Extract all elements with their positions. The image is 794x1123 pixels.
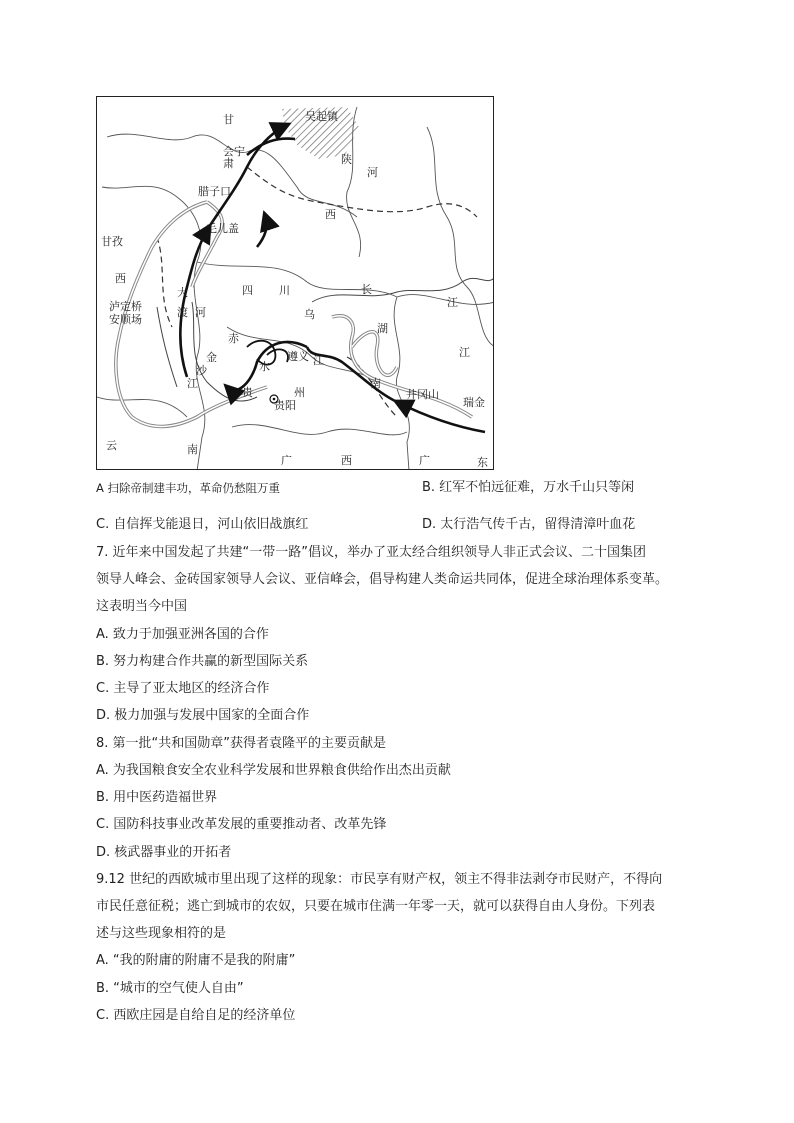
q7-stem-line-1: 7. 近年来中国发起了共建“一带一路”倡议，举办了亚太经合组织领导人非正式会议、二十国集团 [96,545,647,560]
q6-option-b: B. 红军不怕远征难，万水千山只等闲 [422,480,635,495]
map-label: 肃 [223,157,234,170]
bold-routes [180,125,485,432]
map-label: 赤 [228,332,239,345]
map-label: 湖 [377,322,388,335]
map-label: 东 [477,456,488,469]
map-label: 陕 [341,153,352,166]
map-label: 贵 [242,386,253,399]
map-label: 水 [259,360,270,373]
map-label: 会宁 [223,145,245,158]
map-label: 乌 [304,308,315,321]
q7-option-a: A. 致力于加强亚洲各国的合作 [96,627,269,642]
map-label: 甘孜 [101,235,123,248]
q7-option-c: C. 主导了亚太地区的经济合作 [96,681,270,696]
q6-option-c: C. 自信挥戈能退日，河山依旧战旗红 [96,517,309,532]
q7-stem-line-3: 这表明当今中国 [96,599,188,614]
map-label: 毛儿盖 [206,222,239,235]
q9-stem-line-3: 述与这些现象相符的是 [96,926,227,941]
q9-option-c: C. 西欧庄园是自给自足的经济单位 [96,1008,296,1023]
map-label: 州 [294,386,305,399]
map-label: 江 [187,377,198,390]
map-label: 云 [106,439,117,452]
map-label: 大 [177,286,188,299]
map-label: 贵阳 [274,399,296,412]
map-label: 广 [281,454,292,467]
map-label: 泸定桥 [109,300,142,313]
map-label: 长 [361,283,372,296]
map-label: 广 [419,454,430,467]
map-label: 吴起镇 [305,110,338,123]
map-label: 西 [115,272,126,285]
map-label: 四 [242,284,253,297]
map-label: 沙 [196,364,207,377]
map-label: 江 [459,346,470,359]
q8-option-a: A. 为我国粮食安全农业科学发展和世界粮食供给作出杰出贡献 [96,763,451,778]
map-label: 江 [447,296,458,309]
q9-stem-line-2: 市民任意征税；逃亡到城市的农奴，只要在城市住满一年零一天，就可以获得自由人身份。下列表 [96,899,656,914]
map-drawing [97,97,494,470]
map-label: 江 [313,354,324,367]
map-label: 瑞金 [463,396,485,409]
q7-stem-line-2: 领导人峰会、金砖国家领导人会议、亚信峰会，倡导构建人类命运共同体，促进全球治理体系变革。 [96,572,669,587]
q9-option-b: B. “城市的空气使人自由” [96,981,244,996]
map-label: 川 [279,284,290,297]
q9-stem-line-1: 9.12 世纪的西欧城市里出现了这样的现象：市民享有财产权，领主不得非法剥夺市民财产，不得向 [96,872,663,887]
q8-stem: 8. 第一批“共和国勋章”获得者袁隆平的主要贡献是 [96,736,387,751]
map-label: 井冈山 [406,388,439,401]
long-march-map [96,96,494,470]
map-label: 金 [206,351,217,364]
q7-option-d: D. 极力加强与发展中国家的全面合作 [96,708,310,723]
q7-option-b: B. 努力构建合作共赢的新型国际关系 [96,654,309,669]
q9-option-a: A. “我的附庸的附庸不是我的附庸” [96,953,296,968]
map-label: 南 [187,443,198,456]
map-label: 西 [341,454,352,467]
map-label: 河 [367,166,378,179]
map-label: 甘 [223,113,234,126]
q8-option-d: D. 核武器事业的开拓者 [96,845,232,860]
map-label: 遵义 [287,350,309,363]
q8-option-b: B. 用中医药造福世界 [96,790,218,805]
map-label: 南 [370,377,381,390]
q6-option-d: D. 太行浩气传千古，留得清漳叶血花 [422,517,636,532]
province-borders [97,107,494,470]
map-label: 腊子口 [198,185,231,198]
map-label: 渡 [177,306,188,319]
map-label: 西 [325,208,336,221]
rivers [157,277,494,401]
map-label: 河 [195,306,206,319]
map-label: 安顺场 [109,313,142,326]
q8-option-c: C. 国防科技事业改革发展的重要推动者、改革先锋 [96,817,387,832]
q6-option-a: A 扫除帝制建丰功，革命仍愁阻万重 [96,481,281,495]
